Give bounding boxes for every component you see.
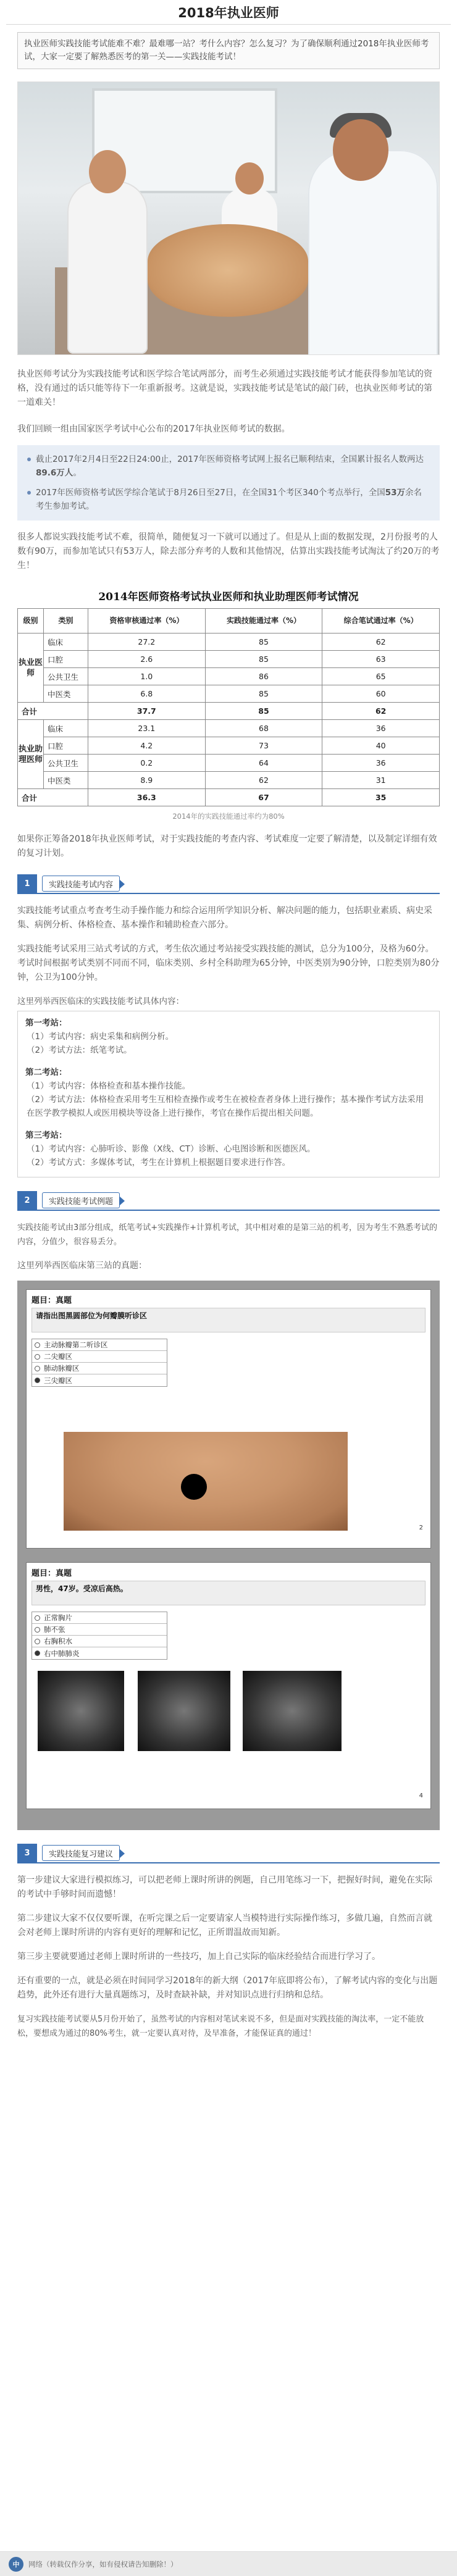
radio-selected-icon[interactable] — [35, 1378, 40, 1383]
cell-value: 62 — [322, 703, 440, 720]
section-label: 实践技能考试内容 — [42, 876, 120, 892]
answer-option[interactable] — [32, 1647, 167, 1659]
question-stem: 男性，47岁。受凉后高热。 — [31, 1581, 426, 1605]
exam-detail-box — [17, 995, 440, 1177]
cell-value: 86 — [205, 668, 322, 685]
section-header-sample-questions — [17, 1190, 440, 1211]
answer-option[interactable] — [32, 1363, 167, 1374]
option-label: 主动脉瓣第二听诊区 — [44, 1340, 108, 1349]
table-row — [18, 755, 440, 772]
section-header-exam-content — [17, 873, 440, 894]
header-qualification-rate: 资格审核通过率（%） — [88, 609, 206, 634]
option-label: 右胸积水 — [44, 1637, 72, 1646]
option-label: 肺不张 — [44, 1625, 65, 1634]
cell-category: 口腔 — [44, 737, 88, 755]
section-number: 2 — [17, 1191, 37, 1210]
cell-sum-label: 合计 — [18, 703, 88, 720]
cell-value: 6.8 — [88, 685, 206, 703]
cell-value: 63 — [322, 651, 440, 668]
source-footer — [0, 2551, 457, 2576]
question-stem: 请指出图黑圆部位为何瓣膜听诊区 — [31, 1308, 426, 1332]
cell-category: 公共卫生 — [44, 755, 88, 772]
xray-image — [138, 1671, 230, 1751]
tip-new-syllabus: 还有重要的一点，就是必须在时间同学习2018年的新大纲（2017年底即将公布），了解考试内容的变化与出题趋势，此外还有进行大量真题练习，及时查缺补缺，并对知识点进行归纳和总结。 — [17, 1976, 438, 2000]
radio-selected-icon[interactable] — [35, 1650, 40, 1656]
chest-photo — [64, 1432, 348, 1531]
cell-value: 67 — [205, 789, 322, 806]
cell-value: 65 — [322, 668, 440, 685]
station-3-title: 第三考站： — [25, 1131, 67, 1140]
radio-icon[interactable] — [35, 1366, 40, 1371]
cell-value: 31 — [322, 772, 440, 789]
xray-image — [243, 1671, 342, 1751]
photo-doctor-right — [308, 150, 438, 355]
table-row — [18, 668, 440, 685]
cell-value: 85 — [205, 703, 322, 720]
cell-value: 36.3 — [88, 789, 206, 806]
tip-step-2: 第二步建议大家不仅仅要听课，在听完课之后一定要请家人当模特进行实际操作练习，多做几遍，自然而言就会对老师上课时所讲的内容有更好的理解和记忆，正所谓温故而知新。 — [17, 1913, 432, 1938]
cell-value: 85 — [205, 685, 322, 703]
option-label: 二尖瓣区 — [44, 1352, 72, 1361]
table-row — [18, 634, 440, 651]
section-header-review-tips — [17, 1842, 440, 1863]
header-level: 级别 — [18, 609, 44, 634]
answer-option[interactable] — [32, 1351, 167, 1363]
question-card-xray — [26, 1562, 431, 1809]
radio-icon[interactable] — [35, 1615, 40, 1621]
cell-category: 公共卫生 — [44, 668, 88, 685]
cell-value: 2.6 — [88, 651, 206, 668]
hero-photo — [17, 82, 440, 355]
cell-value: 23.1 — [88, 720, 206, 737]
group-label-assistant: 执业助理医师 — [18, 720, 44, 789]
question-title: 题目：真题 — [31, 1569, 72, 1578]
cell-value: 40 — [322, 737, 440, 755]
bullet-registration: 截止2017年2月4日至22日24:00止，2017年医师资格考试网上报名已顺利结束，全国累计报名人数两达89.6万人。 — [27, 453, 430, 480]
cell-value: 35 — [322, 789, 440, 806]
cell-value: 68 — [205, 720, 322, 737]
answer-options — [31, 1339, 167, 1387]
radio-icon[interactable] — [35, 1354, 40, 1360]
station-item: （1）考试内容：心肺听诊、影像（X线、CT）诊断、心电图诊断和医德医风。 — [27, 1144, 316, 1154]
header-practical-rate: 实践技能通过率（%） — [205, 609, 322, 634]
answer-option[interactable] — [32, 1612, 167, 1624]
section-number: 1 — [17, 874, 37, 893]
cell-category: 临床 — [44, 634, 88, 651]
radio-icon[interactable] — [35, 1627, 40, 1633]
table-title: 2014年医师资格考试执业医师和执业助理医师考试情况 — [98, 591, 359, 603]
table-row — [18, 737, 440, 755]
paragraph-exam-focus: 实践技能考试重点考查考生动手操作能力和综合运用所学知识分析、解决问题的能力，包括职业素质、病史采集、病例分析、体格检查、基本操作和辅助检查六部分。 — [17, 906, 432, 930]
xray-image — [38, 1671, 124, 1751]
auscultation-marker — [181, 1474, 207, 1500]
cell-category: 中医类 — [44, 772, 88, 789]
header-category: 类别 — [44, 609, 88, 634]
question-card-heart — [26, 1289, 431, 1549]
table-row — [18, 685, 440, 703]
question-title: 题目：真题 — [31, 1296, 72, 1305]
photo-training-mannequin — [148, 224, 308, 317]
table-note: 2014年的实践技能通过率约为80% — [172, 812, 285, 821]
exam-detail-inner — [17, 1011, 440, 1177]
station-item: （2）考试方法：体格检查采用考生互相检查操作或考生在被检查者身体上进行操作；基本操作考试方法采用在医学教学模拟人或医用模块等设备上进行操作，考官在操作后提出相关问题。 — [27, 1095, 424, 1118]
group-label-physician: 执业医师 — [18, 634, 44, 703]
station-item: （2）考试方式：多媒体考试，考生在计算机上根据题目要求进行作答。 — [27, 1158, 291, 1168]
cell-value: 8.9 — [88, 772, 206, 789]
table-sum-row — [18, 703, 440, 720]
cell-sum-label: 合计 — [18, 789, 88, 806]
page-number: 4 — [419, 1792, 423, 1799]
paragraph-conclusion: 复习实践技能考试要从5月份开始了，虽然考试的内容相对笔试来说不多，但是面对实践技能的淘汰率，一定不能放松，要想成为通过的80%考生，就一定要认真对待，及早准备，才能保证真的通过！ — [17, 2015, 424, 2038]
bullet-written-exam: 2017年医师资格考试医学综合笔试于8月26日至27日，在全国31个考区340个考点举行，全国53万余名考生参加考试。 — [27, 486, 430, 513]
answer-option[interactable] — [32, 1624, 167, 1636]
station-2-title: 第二考站： — [25, 1068, 67, 1077]
option-label: 三尖瓣区 — [44, 1376, 72, 1385]
cell-value: 62 — [322, 634, 440, 651]
cell-category: 中医类 — [44, 685, 88, 703]
option-label: 肺动脉瓣区 — [44, 1364, 80, 1373]
paragraph-elimination: 很多人都说实践技能考试不难，很简单，随便复习一下就可以通过了。但是从上面的数据发现，2月份报考的人数有90万，而参加笔试只有53万人，除去部分弃考的人数和其他情况，估算出实践技能考试淘汰了约20万的考生！ — [17, 532, 440, 571]
cell-value: 27.2 — [88, 634, 206, 651]
answer-options — [31, 1612, 167, 1660]
radio-icon[interactable] — [35, 1639, 40, 1644]
page-number: 2 — [419, 1524, 423, 1531]
station-1-title: 第一考站： — [25, 1018, 67, 1028]
tip-step-1: 第一步建议大家进行模拟练习，可以把老师上课时所讲的例题，自己用笔练习一下，把握好时间，避免在实际的考试中手够时间而遗憾！ — [17, 1875, 432, 1899]
table-sum-row — [18, 789, 440, 806]
table-row — [18, 772, 440, 789]
paragraph-exam-parts: 实践技能考试由3部分组成，纸笔考试+实践操作+计算机考试，其中相对难的是第三站的机考，因为考生不熟悉考试的内容，分值少，很容易丢分。 — [17, 1223, 438, 1247]
section-number: 3 — [17, 1844, 37, 1862]
paragraph-three-stations: 实践技能考试采用三站式考试的方式，考生依次通过考站接受实践技能的测试，总分为100分，及格为60分。考试时间根据考试类别不同而不同，临床类别、乡村全科助理为65分钟，中医类别为90分钟，口腔类别为80分钟，公卫为100分钟。 — [17, 944, 440, 982]
tip-step-3: 第三步主要就要通过老师上课时所讲的一些技巧，加上自己实际的临床经验结合而进行学习了。 — [17, 1952, 380, 1962]
page-title: 2018年执业医师 — [6, 0, 451, 25]
paragraph-prep-advice: 如果你正筹备2018年执业医师考试，对于实践技能的考查内容、考试难度一定要了解清楚，以及制定详细有效的复习计划。 — [17, 834, 437, 858]
section-label: 实践技能复习建议 — [42, 1845, 120, 1861]
option-label: 右中肺肺炎 — [44, 1649, 80, 1658]
cell-value: 60 — [322, 685, 440, 703]
cell-value: 36 — [322, 720, 440, 737]
section-label: 实践技能考试例题 — [42, 1192, 120, 1208]
cell-value: 64 — [205, 755, 322, 772]
cell-value: 37.7 — [88, 703, 206, 720]
stats-table — [17, 608, 440, 806]
cell-category: 口腔 — [44, 651, 88, 668]
answer-option[interactable] — [32, 1636, 167, 1647]
exam-detail-caption: 这里列举西医临床的实践技能考试具体内容： — [17, 997, 184, 1006]
cell-value: 36 — [322, 755, 440, 772]
cell-value: 4.2 — [88, 737, 206, 755]
cell-value: 73 — [205, 737, 322, 755]
radio-icon[interactable] — [35, 1342, 40, 1348]
stats-table-block — [17, 584, 440, 821]
cell-value: 1.0 — [88, 668, 206, 685]
photo-doctor-left — [67, 181, 148, 354]
table-row — [18, 720, 440, 737]
paragraph-exam-structure: 执业医师考试分为实践技能考试和医学综合笔试两部分，而考生必须通过实践技能考试才能获得参加笔试的资格，没有通过的话只能等待下一年重新报考。这就是说，实践技能考试是笔试的敲门砖，也执业医师考试的第一道难关！ — [17, 369, 432, 408]
station-item: （2）考试方法：纸笔考试。 — [27, 1045, 132, 1055]
header-written-rate: 综合笔试通过率（%） — [322, 609, 440, 634]
intro-box: 执业医师实践技能考试能难不难？最难哪一站？考什么内容？怎么复习？为了确保顺利通过2018年执业医师考试，大家一定要了解熟悉医考的第一关——实践技能考试！ — [17, 32, 440, 69]
sample-questions-screenshot — [17, 1281, 440, 1830]
station-item: （1）考试内容：病史采集和病例分析。 — [27, 1032, 174, 1042]
cell-value: 85 — [205, 651, 322, 668]
table-header-row — [18, 609, 440, 634]
answer-option[interactable] — [32, 1339, 167, 1351]
paragraph-data-review: 我们回顾一组由国家医学考试中心公布的2017年执业医师考试的数据。 — [17, 424, 290, 434]
answer-option[interactable] — [32, 1374, 167, 1386]
cell-value: 0.2 — [88, 755, 206, 772]
stats-bullets — [17, 445, 440, 521]
cell-value: 85 — [205, 634, 322, 651]
source-text: 网络（转载仅作分享，如有侵权请告知删除！） — [28, 2559, 178, 2569]
cell-category: 临床 — [44, 720, 88, 737]
paragraph-sample-intro: 这里列举西医临床第三站的真题： — [17, 1261, 147, 1271]
option-label: 正常胸片 — [44, 1613, 72, 1622]
cell-value: 62 — [205, 772, 322, 789]
source-logo-icon: 中 — [9, 2557, 23, 2572]
station-item: （1）考试内容：体格检查和基本操作技能。 — [27, 1081, 191, 1091]
table-row — [18, 651, 440, 668]
